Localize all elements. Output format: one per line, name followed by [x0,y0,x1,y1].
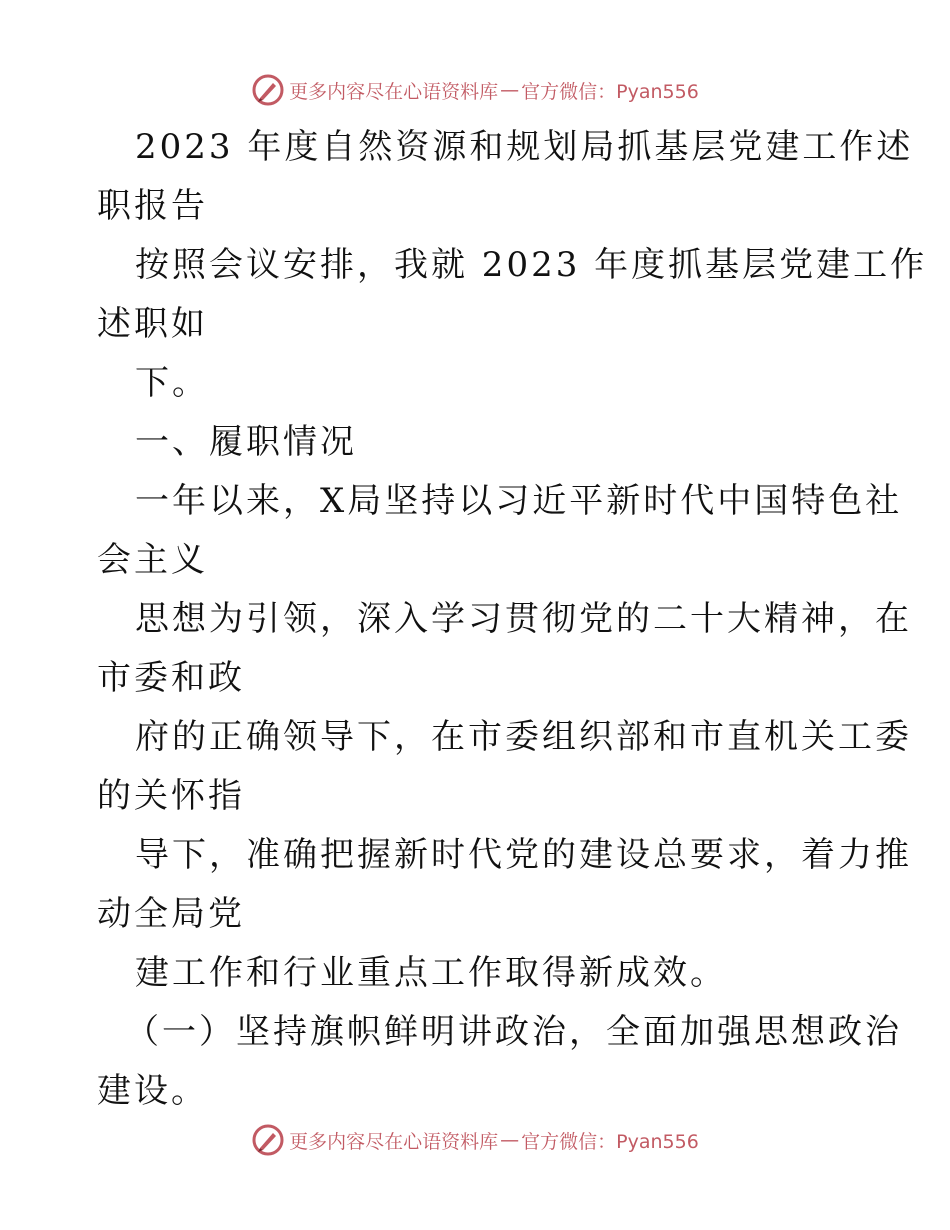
paragraph-line: 动全局党 [97,894,245,934]
watermark-dash: — [500,79,520,101]
paragraph-line: 市委和政 [97,658,245,698]
footer-watermark [0,1120,950,1160]
title-line-2: 职报告 [97,186,208,226]
watermark-text: 更多内容尽在心语资料库 [289,80,499,103]
paragraph-line: 建工作和行业重点工作取得新成效。 [135,953,727,993]
paragraph-line: 一年以来，X局坚持以习近平新时代中国特色社 [135,481,903,521]
title-line-1: 2023 年度自然资源和规划局抓基层党建工作述 [135,127,914,167]
section-heading: 一、履职情况 [135,422,357,462]
watermark-wechat: 官方微信：Pyan556 [521,1130,699,1153]
paragraph-line: 导下，准确把握新时代党的建设总要求，着力推 [135,835,912,875]
header-watermark [0,70,950,110]
pen-logo-icon [251,73,285,107]
paragraph-line: 述职如 [97,304,208,344]
pen-logo-icon [251,1123,285,1157]
watermark-dash: — [500,1129,520,1151]
subsection-heading: （一）坚持旗帜鲜明讲政治，全面加强思想政治 [125,1012,902,1052]
paragraph-line: 的关怀指 [97,776,245,816]
paragraph-line: 会主义 [97,540,208,580]
paragraph-line: 按照会议安排，我就 2023 年度抓基层党建工作 [135,245,928,285]
watermark-wechat: 官方微信：Pyan556 [521,80,699,103]
subsection-heading-cont: 建设。 [97,1071,208,1111]
watermark-text: 更多内容尽在心语资料库 [289,1130,499,1153]
paragraph-line: 思想为引领，深入学习贯彻党的二十大精神，在 [135,599,912,639]
document-body [97,118,928,1121]
paragraph-line: 下。 [135,363,209,403]
paragraph-line: 府的正确领导下，在市委组织部和市直机关工委 [135,717,912,757]
